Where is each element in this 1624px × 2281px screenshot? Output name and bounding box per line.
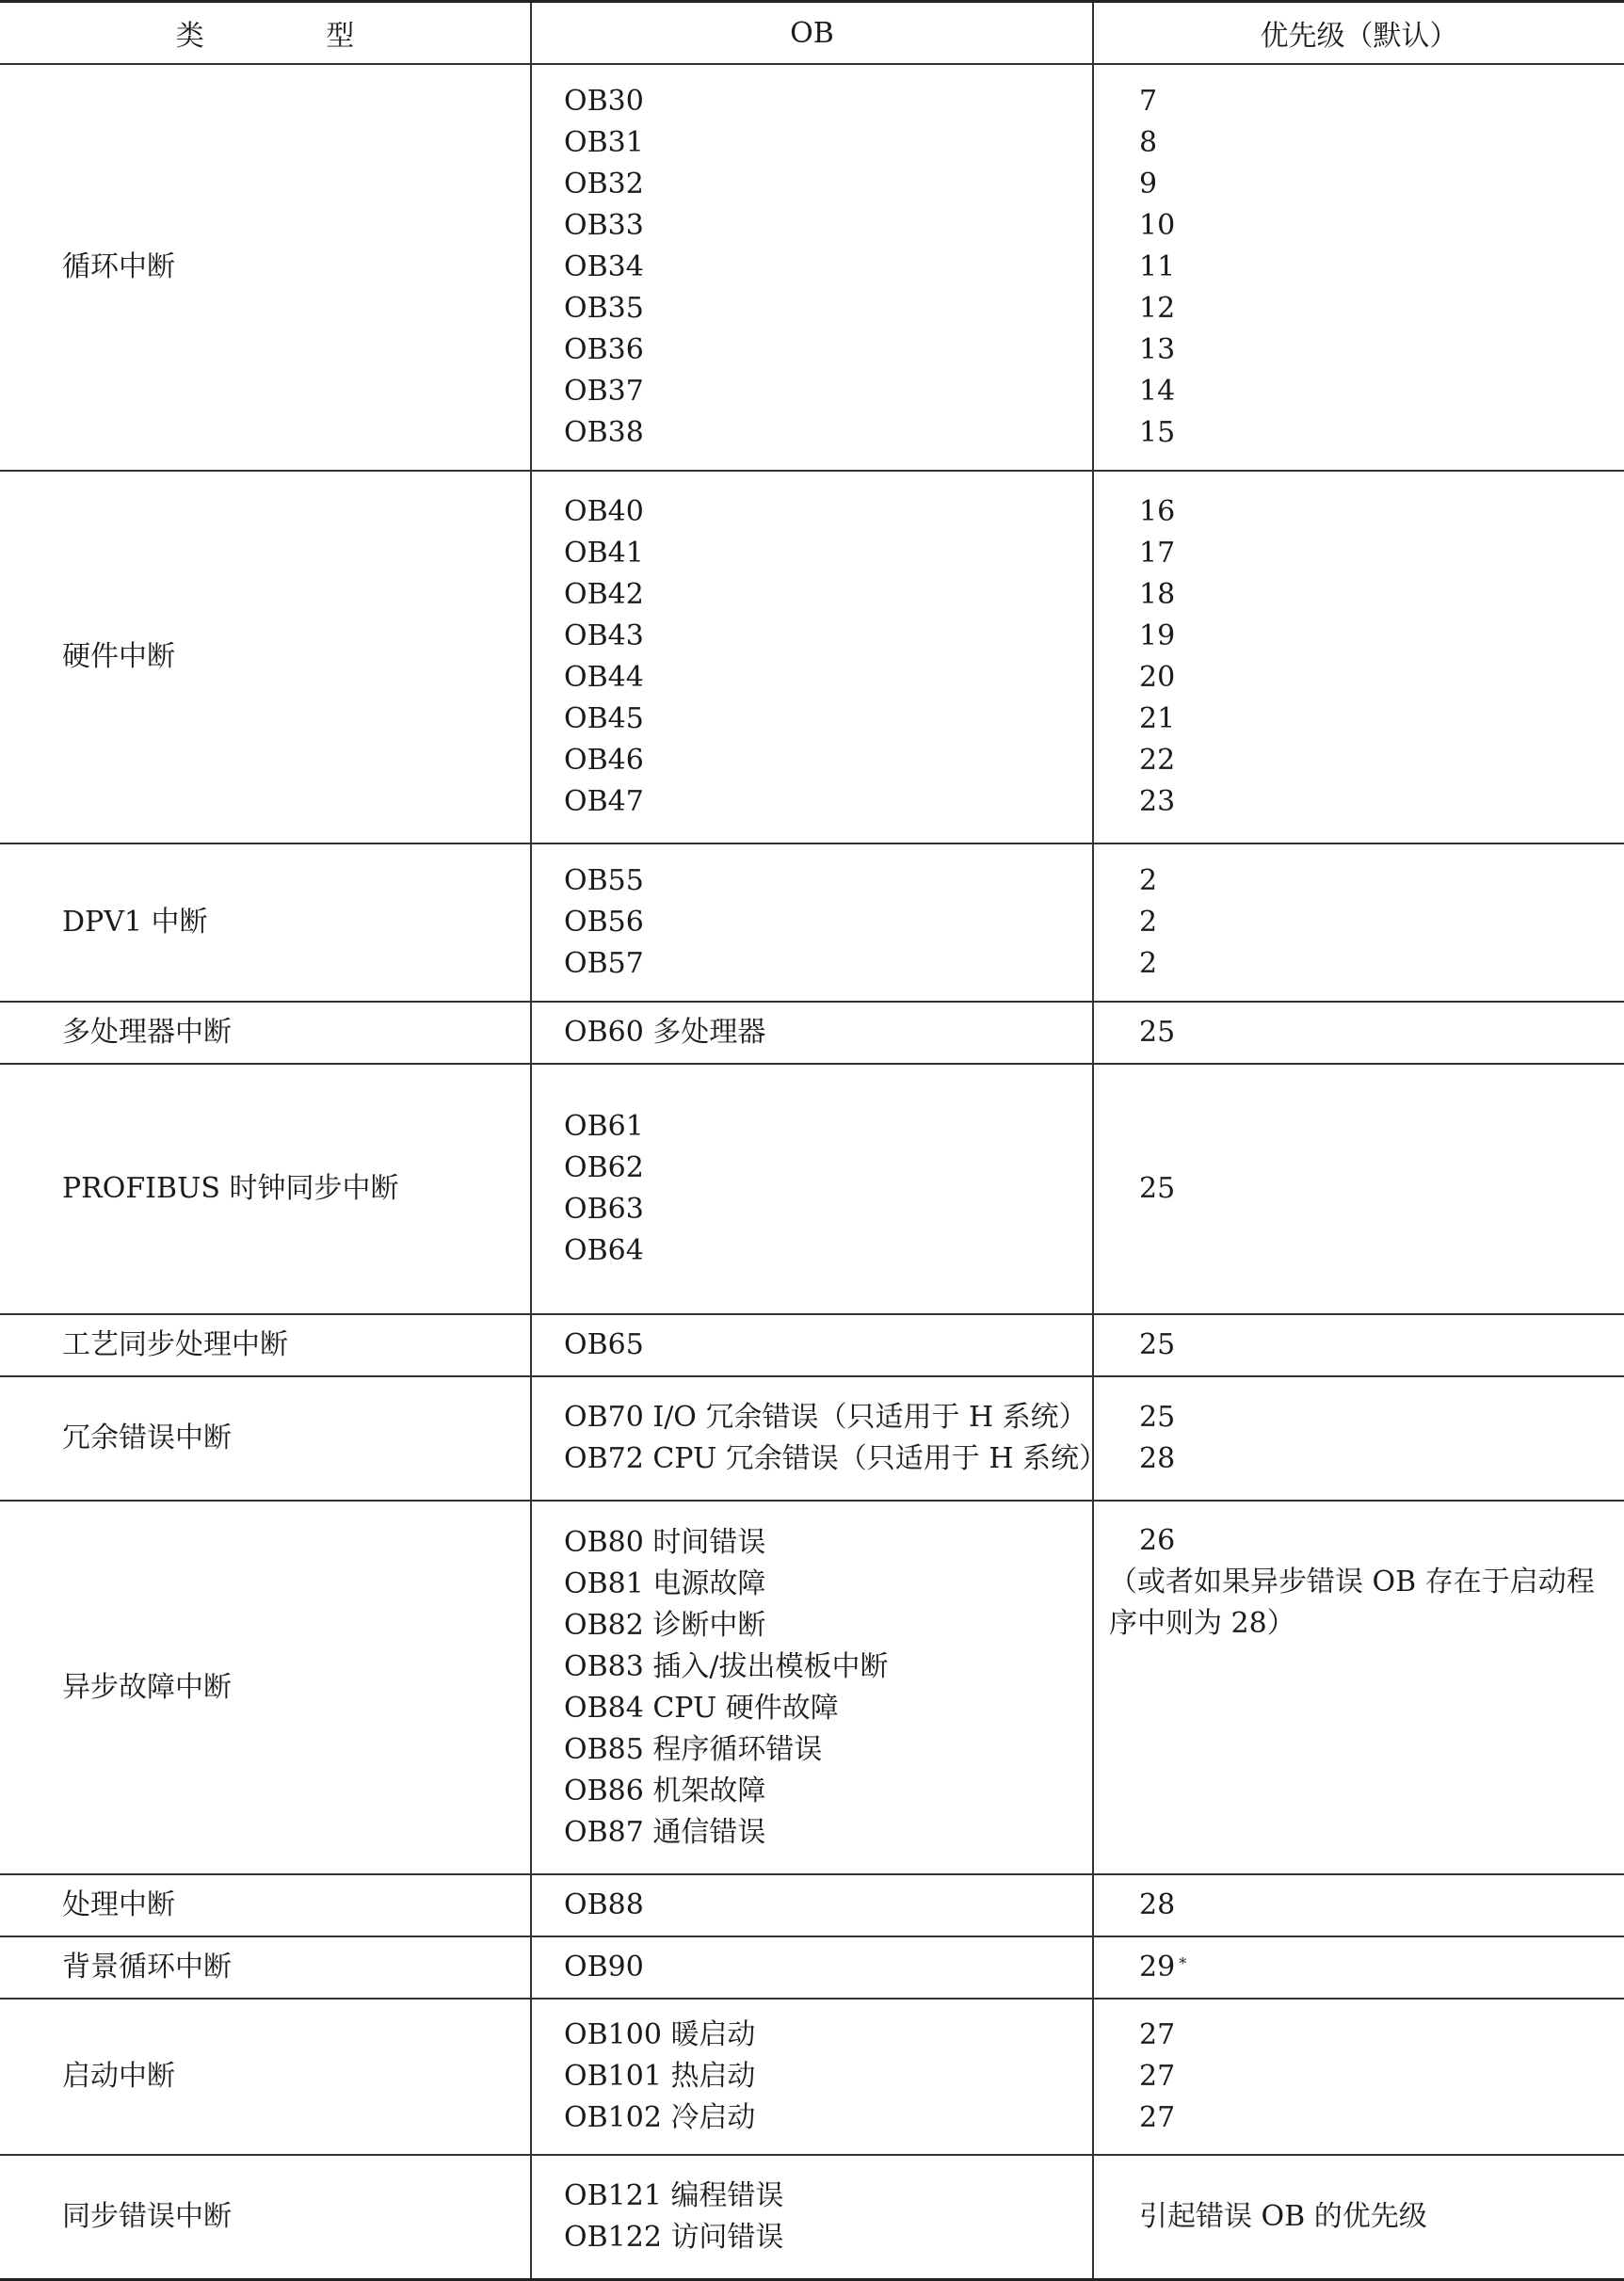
priority-value: 18 bbox=[1139, 578, 1176, 611]
ob-entry: OB90 bbox=[564, 1951, 644, 1984]
ob-entry: OB43 bbox=[564, 619, 644, 652]
priority-value: 25 bbox=[1139, 1401, 1176, 1434]
priority-value: 25 bbox=[1139, 1172, 1176, 1205]
ob-entry: OB63 bbox=[564, 1193, 644, 1226]
priority-value: 14 bbox=[1139, 375, 1176, 408]
cell-priority bbox=[1093, 1376, 1624, 1501]
header-type: 类 型 bbox=[0, 2, 531, 65]
type-label: 同步错误中断 bbox=[62, 2199, 232, 2233]
cell-ob bbox=[531, 1376, 1108, 1501]
ob-entry: OB64 bbox=[564, 1234, 644, 1267]
cell-priority bbox=[1093, 1501, 1624, 1874]
ob-entry: OB44 bbox=[564, 661, 644, 694]
priority-value: 7 bbox=[1139, 85, 1158, 118]
header-priority: 优先级（默认） bbox=[1093, 2, 1624, 65]
ob-entry: OB32 bbox=[564, 168, 644, 201]
ob-entry: OB100 暖启动 bbox=[564, 2018, 756, 2051]
ob-entry: OB72 CPU 冗余错误（只适用于 H 系统） bbox=[564, 1442, 1108, 1475]
ob-entry: OB46 bbox=[564, 744, 644, 777]
cell-type bbox=[0, 2155, 531, 2279]
cell-ob bbox=[531, 1501, 1093, 1874]
cell-ob bbox=[531, 2155, 1093, 2279]
table-row bbox=[0, 64, 1624, 471]
type-label: 背景循环中断 bbox=[62, 1951, 232, 1984]
ob-entry: OB122 访问错误 bbox=[564, 2220, 784, 2254]
priority-value: 10 bbox=[1139, 209, 1176, 242]
priority-value: 2 bbox=[1139, 864, 1158, 897]
table-row bbox=[0, 1936, 1624, 1999]
ob-entry: OB83 插入/拔出模板中断 bbox=[564, 1649, 889, 1683]
priority-value: 25 bbox=[1139, 1016, 1176, 1049]
ob-entry: OB61 bbox=[564, 1110, 644, 1143]
ob-entry: OB60 多处理器 bbox=[564, 1016, 766, 1049]
ob-entry: OB84 CPU 硬件故障 bbox=[564, 1691, 839, 1725]
cell-type bbox=[0, 1064, 531, 1314]
priority-value: 11 bbox=[1139, 250, 1176, 283]
priority-value: 8 bbox=[1139, 126, 1158, 159]
priority-value: 25 bbox=[1139, 1328, 1176, 1361]
cell-ob bbox=[531, 1874, 1093, 1936]
cell-priority bbox=[1093, 1064, 1624, 1314]
cell-ob bbox=[531, 843, 1093, 1002]
cell-type bbox=[0, 1936, 531, 1999]
priority-value: 20 bbox=[1139, 661, 1176, 694]
header-row bbox=[0, 2, 1624, 65]
type-label: DPV1 中断 bbox=[62, 906, 208, 939]
priority-value: 15 bbox=[1139, 416, 1176, 449]
cell-type bbox=[0, 64, 531, 471]
priority-value: 26 bbox=[1139, 1524, 1176, 1557]
priority-value: 29 * bbox=[1139, 1951, 1187, 1984]
cell-ob bbox=[531, 1999, 1093, 2155]
ob-entry: OB45 bbox=[564, 702, 644, 735]
priority-value: 12 bbox=[1139, 292, 1176, 325]
ob-entry: OB86 机架故障 bbox=[564, 1774, 766, 1807]
ob-entry: OB62 bbox=[564, 1151, 644, 1184]
cell-type bbox=[0, 843, 531, 1002]
cell-type bbox=[0, 1314, 531, 1376]
priority-value: 2 bbox=[1139, 906, 1158, 939]
cell-type bbox=[0, 1002, 531, 1064]
priority-value: 28 bbox=[1139, 1442, 1176, 1475]
ob-entry: OB80 时间错误 bbox=[564, 1525, 766, 1559]
cell-type bbox=[0, 1501, 531, 1874]
cell-priority bbox=[1093, 2155, 1624, 2279]
cell-priority bbox=[1093, 1314, 1624, 1376]
priority-value: 13 bbox=[1139, 333, 1176, 366]
table-row bbox=[0, 2155, 1624, 2279]
table-row bbox=[0, 1501, 1624, 1874]
ob-entry: OB42 bbox=[564, 578, 644, 611]
ob-entry: OB38 bbox=[564, 416, 644, 449]
type-label: 异步故障中断 bbox=[62, 1670, 232, 1704]
cell-priority bbox=[1093, 1999, 1624, 2155]
table-row bbox=[0, 1999, 1624, 2155]
table-row bbox=[0, 471, 1624, 843]
ob-entry: OB40 bbox=[564, 495, 644, 528]
ob-entry: OB33 bbox=[564, 209, 644, 242]
cell-priority bbox=[1093, 1874, 1624, 1936]
table-row bbox=[0, 1874, 1624, 1936]
ob-entry: OB55 bbox=[564, 864, 644, 897]
ob-entry: OB35 bbox=[564, 292, 644, 325]
priority-value: 19 bbox=[1139, 619, 1176, 652]
ob-entry: OB101 热启动 bbox=[564, 2060, 756, 2093]
ob-entry: OB85 程序循环错误 bbox=[564, 1732, 823, 1766]
cell-ob bbox=[531, 1064, 1093, 1314]
ob-entry: OB31 bbox=[564, 126, 644, 159]
cell-priority bbox=[1093, 471, 1624, 843]
cell-priority bbox=[1093, 1002, 1624, 1064]
type-label: 多处理器中断 bbox=[62, 1016, 232, 1049]
cell-type bbox=[0, 471, 531, 843]
priority-value: 9 bbox=[1139, 168, 1158, 201]
cell-ob bbox=[531, 1314, 1093, 1376]
priority-value: 2 bbox=[1139, 947, 1158, 980]
cell-type bbox=[0, 1874, 531, 1936]
cell-ob bbox=[531, 1936, 1093, 1999]
ob-entry: OB34 bbox=[564, 250, 644, 283]
ob-entry: OB87 通信错误 bbox=[564, 1815, 766, 1849]
type-label: 硬件中断 bbox=[62, 640, 175, 673]
cell-ob bbox=[531, 471, 1093, 843]
table-row bbox=[0, 1064, 1624, 1314]
ob-entry: OB57 bbox=[564, 947, 644, 980]
type-label: 启动中断 bbox=[62, 2060, 175, 2093]
cell-ob bbox=[531, 64, 1093, 471]
type-label: 循环中断 bbox=[62, 250, 175, 283]
ob-entry: OB30 bbox=[564, 85, 644, 118]
priority-value: 17 bbox=[1139, 537, 1176, 570]
ob-entry: OB82 诊断中断 bbox=[564, 1608, 766, 1642]
priority-value: 引起错误 OB 的优先级 bbox=[1139, 2199, 1427, 2233]
type-label: 冗余错误中断 bbox=[62, 1422, 232, 1454]
ob-entry: OB70 I/O 冗余错误（只适用于 H 系统） bbox=[564, 1401, 1087, 1434]
footnote-mark: * bbox=[1179, 1954, 1187, 1972]
type-label: PROFIBUS 时钟同步中断 bbox=[62, 1172, 399, 1205]
ob-entry: OB37 bbox=[564, 375, 644, 408]
table-row bbox=[0, 1002, 1624, 1064]
cell-priority bbox=[1093, 1936, 1624, 1999]
cell-type bbox=[0, 1376, 531, 1501]
priority-value: 28 bbox=[1139, 1888, 1176, 1921]
ob-entry: OB65 bbox=[564, 1328, 644, 1361]
cell-type bbox=[0, 1999, 531, 2155]
priority-value: 22 bbox=[1139, 744, 1176, 777]
header-ob: OB bbox=[531, 2, 1093, 65]
cell-priority bbox=[1093, 843, 1624, 1002]
ob-entry: OB47 bbox=[564, 785, 644, 818]
priority-value: 27 bbox=[1139, 2101, 1176, 2134]
priority-value: 21 bbox=[1139, 702, 1176, 735]
ob-entry: OB88 bbox=[564, 1888, 644, 1921]
cell-priority bbox=[1093, 64, 1624, 471]
ob-entry: OB81 电源故障 bbox=[564, 1566, 766, 1600]
ob-entry: OB36 bbox=[564, 333, 644, 366]
priority-value: 23 bbox=[1139, 785, 1176, 818]
ob-entry: OB56 bbox=[564, 906, 644, 939]
table-row bbox=[0, 1376, 1624, 1501]
priority-value: 16 bbox=[1139, 495, 1176, 528]
ob-entry: OB102 冷启动 bbox=[564, 2101, 756, 2134]
cell-ob bbox=[531, 1002, 1093, 1064]
table-row bbox=[0, 1314, 1624, 1376]
priority-value: 27 bbox=[1139, 2018, 1176, 2051]
type-label: 工艺同步处理中断 bbox=[62, 1328, 288, 1361]
type-label: 处理中断 bbox=[62, 1888, 175, 1921]
ob-entry: OB41 bbox=[564, 537, 644, 570]
priority-note: （或者如果异步错误 OB 存在于启动程序中则为 28） bbox=[1109, 1566, 1595, 1640]
ob-entry: OB121 编程错误 bbox=[564, 2178, 784, 2212]
priority-value: 27 bbox=[1139, 2060, 1176, 2093]
table-row bbox=[0, 843, 1624, 1002]
